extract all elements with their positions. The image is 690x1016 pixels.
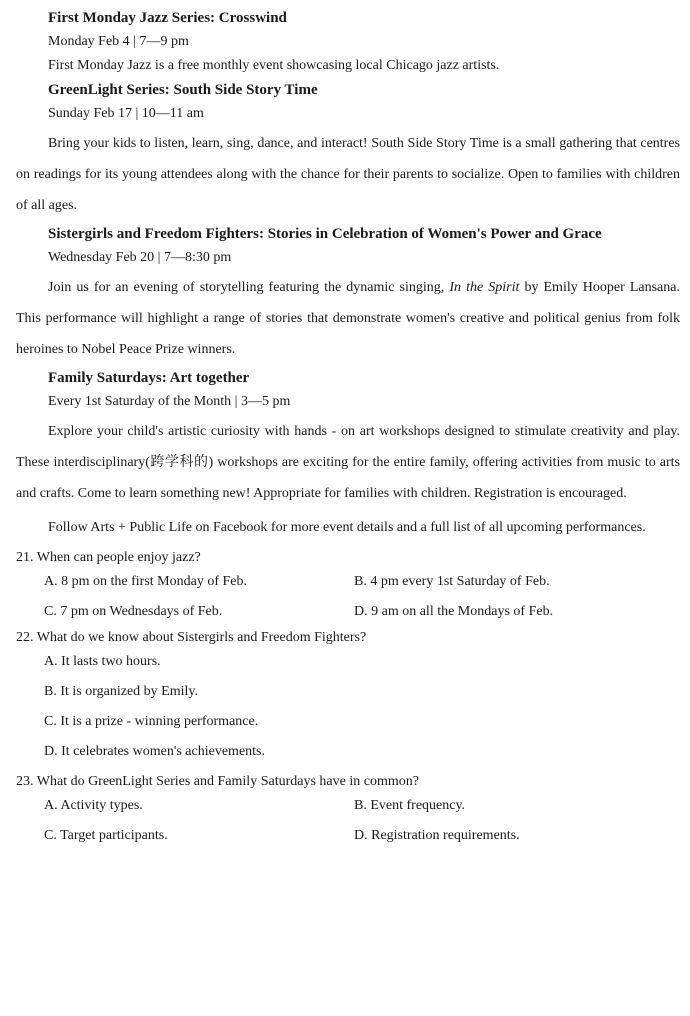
option-d[interactable]: D. It celebrates women's achievements. — [44, 744, 265, 759]
question-23 — [16, 772, 680, 846]
event-time: Monday Feb 4 | 7—9 pm — [48, 34, 189, 49]
event-time: Every 1st Saturday of the Month | 3—5 pm — [48, 394, 291, 409]
option-b[interactable]: B. 4 pm every 1st Saturday of Feb. — [354, 574, 550, 589]
option-b[interactable]: B. Event frequency. — [354, 798, 466, 813]
options — [44, 796, 680, 846]
option-a[interactable]: A. 8 pm on the first Monday of Feb. — [44, 574, 247, 589]
follow-note: Follow Arts + Public Life on Facebook for more event details and a full list of all upcoming performances. — [48, 520, 646, 535]
performance-title: In the Spirit — [449, 280, 520, 295]
question-stem: 22. What do we know about Sistergirls and Freedom Fighters? — [16, 630, 367, 645]
event-sistergirls — [16, 224, 680, 365]
question-22 — [16, 628, 680, 762]
options — [44, 572, 680, 622]
event-story-time — [16, 80, 680, 221]
event-description: First Monday Jazz is a free monthly event showcasing local Chicago jazz artists. — [48, 58, 500, 73]
event-title: Family Saturdays: Art together — [48, 370, 250, 386]
event-title: Sistergirls and Freedom Fighters: Stories in Celebration of Women's Power and Grace — [48, 226, 602, 242]
option-c[interactable]: C. Target participants. — [44, 828, 168, 843]
question-stem: 21. When can people enjoy jazz? — [16, 550, 201, 565]
event-jazz — [16, 8, 680, 76]
option-c[interactable]: C. 7 pm on Wednesdays of Feb. — [44, 604, 223, 619]
option-a[interactable]: A. Activity types. — [44, 798, 143, 813]
description-part: Join us for an evening of storytelling featuring the dynamic singing, — [48, 280, 450, 295]
question-stem: 23. What do GreenLight Series and Family Saturdays have in common? — [16, 774, 419, 789]
event-time: Wednesday Feb 20 | 7—8:30 pm — [48, 250, 232, 265]
option-d[interactable]: D. Registration requirements. — [354, 828, 520, 843]
option-b[interactable]: B. It is organized by Emily. — [44, 684, 198, 699]
event-title: First Monday Jazz Series: Crosswind — [48, 10, 287, 26]
event-title: GreenLight Series: South Side Story Time — [48, 82, 318, 98]
event-description: Explore your child's artistic curiosity with hands - on art workshops designed to stimulate creativity and play. These interdisciplinary(跨学科的) workshops are exciting for the entire family, offering activities from music to arts and crafts. Come to learn something new! Appropriate for families with children. Registration is encouraged. — [16, 424, 680, 501]
option-d[interactable]: D. 9 am on all the Mondays of Feb. — [354, 604, 554, 619]
event-time: Sunday Feb 17 | 10—11 am — [48, 106, 204, 121]
description-part: by Emily Hooper Lansana. This performance will highlight a range of stories that demonstrate women's creative and political genius from folk heroines to Nobel Peace Prize winners. — [16, 280, 680, 357]
event-description — [16, 272, 680, 365]
event-description: Bring your kids to listen, learn, sing, dance, and interact! South Side Story Time is a small gathering that centres on readings for its young attendees along with the chance for their parents to socialize. Open to families with children of all ages. — [16, 136, 680, 213]
options — [44, 652, 680, 762]
event-family-saturdays — [16, 368, 680, 509]
question-21 — [16, 548, 680, 622]
option-a[interactable]: A. It lasts two hours. — [44, 654, 161, 669]
option-c[interactable]: C. It is a prize - winning performance. — [44, 714, 259, 729]
